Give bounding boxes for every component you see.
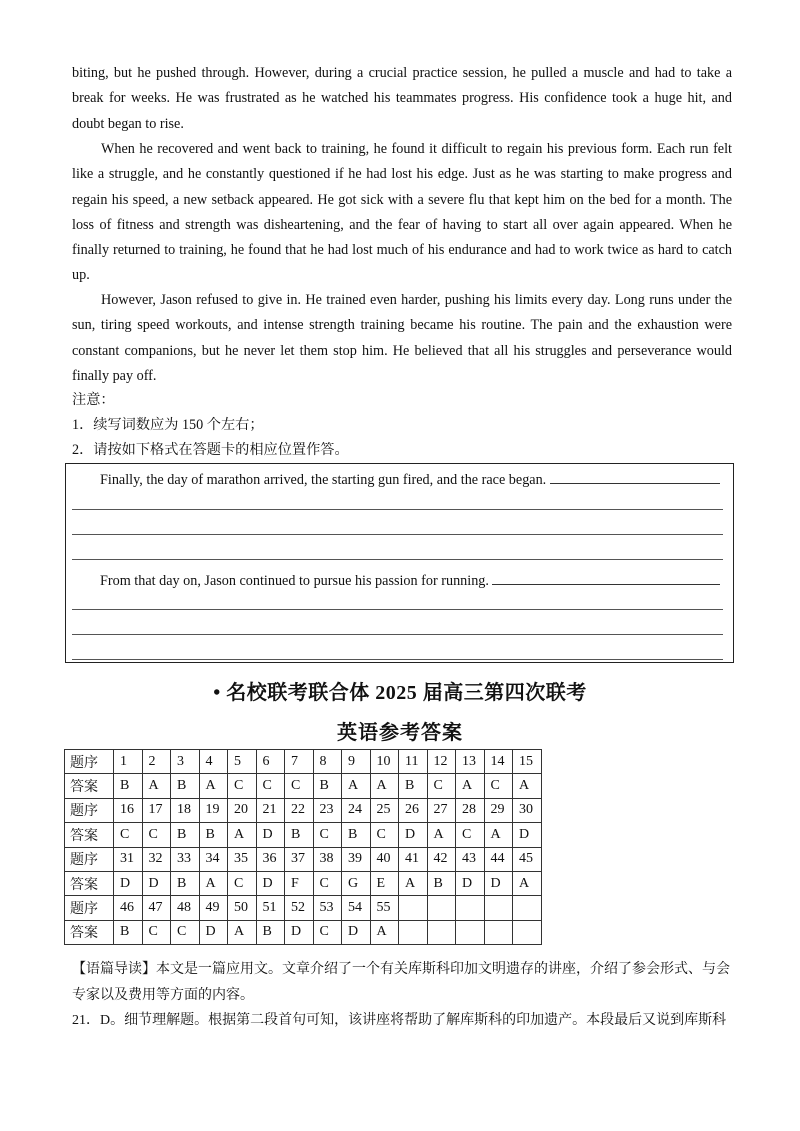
question-number-cell: 54 bbox=[342, 896, 371, 920]
answer-cell bbox=[456, 920, 485, 944]
answer-cell: A bbox=[370, 920, 399, 944]
exam-title: • 名校联考联合体 2025 届高三第四次联考 bbox=[213, 682, 587, 704]
answer-cell: C bbox=[142, 823, 171, 847]
answer-cell: A bbox=[199, 774, 228, 798]
number-row bbox=[65, 896, 542, 920]
answer-cell: B bbox=[114, 774, 143, 798]
question-number-cell: 25 bbox=[370, 798, 399, 822]
question-number-cell: 1 bbox=[114, 750, 143, 774]
answer-cell: C bbox=[256, 774, 285, 798]
question-number-cell: 4 bbox=[199, 750, 228, 774]
writing-line[interactable] bbox=[72, 509, 723, 510]
question-number-cell: 42 bbox=[427, 847, 456, 871]
question-number-cell: 39 bbox=[342, 847, 371, 871]
answer-cell: A bbox=[142, 774, 171, 798]
question-number-cell bbox=[484, 896, 513, 920]
question-number-cell: 12 bbox=[427, 750, 456, 774]
answer-writing-box bbox=[65, 463, 734, 663]
question-number-cell: 28 bbox=[456, 798, 485, 822]
question-number-cell bbox=[399, 896, 428, 920]
question-number-cell: 14 bbox=[484, 750, 513, 774]
writing-line[interactable] bbox=[72, 634, 723, 635]
question-number-cell bbox=[513, 896, 542, 920]
question-number-cell: 21 bbox=[256, 798, 285, 822]
answer-cell: C bbox=[313, 823, 342, 847]
answer-cell: C bbox=[370, 823, 399, 847]
row-label: 题序 bbox=[65, 750, 114, 774]
answer-cell: G bbox=[342, 871, 371, 895]
question-number-cell: 49 bbox=[199, 896, 228, 920]
question-number-cell: 44 bbox=[484, 847, 513, 871]
question-number-cell: 26 bbox=[399, 798, 428, 822]
writing-line[interactable] bbox=[492, 570, 720, 585]
answer-cell: A bbox=[399, 871, 428, 895]
question-number-cell: 32 bbox=[142, 847, 171, 871]
answer-cell: C bbox=[114, 823, 143, 847]
number-row bbox=[65, 750, 542, 774]
writing-line[interactable] bbox=[72, 534, 723, 535]
question-number-cell: 8 bbox=[313, 750, 342, 774]
question-number-cell: 40 bbox=[370, 847, 399, 871]
writing-line[interactable] bbox=[72, 609, 723, 610]
question-number-cell: 41 bbox=[399, 847, 428, 871]
question-number-cell: 36 bbox=[256, 847, 285, 871]
answer-cell: B bbox=[114, 920, 143, 944]
question-number-cell: 15 bbox=[513, 750, 542, 774]
answer-row bbox=[65, 774, 542, 798]
story-paragraph: biting, but he pushed through. However, during a crucial practice session, he pulled a muscle and had to take a break for weeks. He was frustrated as he watched his teammates progress. His confidence took a huge hit, and doubt began to rise. bbox=[72, 65, 732, 132]
writing-line[interactable] bbox=[72, 659, 723, 660]
question-number-cell: 37 bbox=[285, 847, 314, 871]
answer-cell bbox=[513, 920, 542, 944]
answer-cell: A bbox=[484, 823, 513, 847]
answer-row bbox=[65, 920, 542, 944]
question-number-cell: 10 bbox=[370, 750, 399, 774]
question-number-cell: 17 bbox=[142, 798, 171, 822]
answer-cell: B bbox=[256, 920, 285, 944]
question-number-cell: 53 bbox=[313, 896, 342, 920]
answer-cell: B bbox=[171, 823, 200, 847]
answer-cell: C bbox=[228, 774, 257, 798]
question-number-cell: 34 bbox=[199, 847, 228, 871]
row-label: 题序 bbox=[65, 847, 114, 871]
answer-cell: B bbox=[399, 774, 428, 798]
question-number-cell: 3 bbox=[171, 750, 200, 774]
answer-cell: A bbox=[427, 823, 456, 847]
row-label: 答案 bbox=[65, 823, 114, 847]
row-label: 答案 bbox=[65, 871, 114, 895]
note-item: 2．请按如下格式在答题卡的相应位置作答。 bbox=[72, 442, 349, 458]
answer-cell: D bbox=[256, 823, 285, 847]
answer-cell: A bbox=[370, 774, 399, 798]
answer-cell: B bbox=[171, 871, 200, 895]
question-number-cell: 13 bbox=[456, 750, 485, 774]
answer-cell: A bbox=[513, 871, 542, 895]
question-number-cell: 45 bbox=[513, 847, 542, 871]
answer-cell: C bbox=[228, 871, 257, 895]
question-number-cell: 38 bbox=[313, 847, 342, 871]
answer-cell: D bbox=[285, 920, 314, 944]
answer-cell: D bbox=[513, 823, 542, 847]
answer-cell: E bbox=[370, 871, 399, 895]
question-number-cell bbox=[427, 896, 456, 920]
question-number-cell: 52 bbox=[285, 896, 314, 920]
number-row bbox=[65, 847, 542, 871]
answer-key-title: 英语参考答案 bbox=[337, 722, 463, 744]
answer-cell: D bbox=[114, 871, 143, 895]
question-number-cell: 5 bbox=[228, 750, 257, 774]
question-number-cell: 16 bbox=[114, 798, 143, 822]
answer-cell: C bbox=[285, 774, 314, 798]
question-number-cell: 20 bbox=[228, 798, 257, 822]
answer-cell: A bbox=[199, 871, 228, 895]
answer-cell: B bbox=[427, 871, 456, 895]
note-item: 1．续写词数应为 150 个左右； bbox=[72, 417, 264, 433]
passage-intro: 【语篇导读】本文是一篇应用文。文章介绍了一个有关库斯科印加文明遗存的讲座，介绍了参会形式、与会专家以及费用等方面的内容。 bbox=[72, 962, 730, 1003]
story-paragraph: When he recovered and went back to training, he found it difficult to regain his previous form. Each run felt like a struggle, and he constantly questioned if he had lost his edge. Just as he was starting to make progress and regain his speed, a new setback appeared. He got sick with a severe flu that kept him on the bed for a month. The loss of fitness and strength was disheartening, and the fear of having to start all over again appeared. When he finally returned to training, he found that he had lost much of his endurance and had to work twice as hard to catch up. bbox=[72, 141, 732, 284]
question-number-cell: 43 bbox=[456, 847, 485, 871]
answer-cell: C bbox=[313, 920, 342, 944]
answer-cell: A bbox=[513, 774, 542, 798]
question-number-cell: 6 bbox=[256, 750, 285, 774]
answer-cell bbox=[399, 920, 428, 944]
answer-cell: C bbox=[484, 774, 513, 798]
answer-cell: B bbox=[199, 823, 228, 847]
writing-line[interactable] bbox=[550, 469, 720, 484]
answer-cell: D bbox=[199, 920, 228, 944]
question-number-cell: 19 bbox=[199, 798, 228, 822]
answer-cell: A bbox=[342, 774, 371, 798]
question-number-cell: 24 bbox=[342, 798, 371, 822]
answer-cell: D bbox=[399, 823, 428, 847]
answer-cell: B bbox=[171, 774, 200, 798]
question-number-cell: 55 bbox=[370, 896, 399, 920]
answer-cell: C bbox=[313, 871, 342, 895]
continuation-prompt-2 bbox=[100, 570, 720, 590]
answer-cell: D bbox=[484, 871, 513, 895]
question-number-cell: 7 bbox=[285, 750, 314, 774]
question-number-cell: 48 bbox=[171, 896, 200, 920]
question-number-cell: 50 bbox=[228, 896, 257, 920]
answer-cell: D bbox=[256, 871, 285, 895]
answer-cell bbox=[427, 920, 456, 944]
question-number-cell: 29 bbox=[484, 798, 513, 822]
answer-cell: B bbox=[342, 823, 371, 847]
number-row bbox=[65, 798, 542, 822]
question-number-cell: 27 bbox=[427, 798, 456, 822]
answer-cell: C bbox=[456, 823, 485, 847]
question-number-cell: 11 bbox=[399, 750, 428, 774]
answer-table bbox=[64, 749, 542, 945]
answer-cell: A bbox=[228, 823, 257, 847]
writing-line[interactable] bbox=[72, 559, 723, 560]
question-number-cell: 23 bbox=[313, 798, 342, 822]
question-number-cell: 22 bbox=[285, 798, 314, 822]
question-number-cell: 31 bbox=[114, 847, 143, 871]
question-number-cell: 35 bbox=[228, 847, 257, 871]
question-number-cell: 46 bbox=[114, 896, 143, 920]
row-label: 题序 bbox=[65, 798, 114, 822]
story-paragraph: However, Jason refused to give in. He trained even harder, pushing his limits every day. Long runs under the sun, tiring speed workouts, and intense strength training became his routine. The pain and the exhaustion were constant companions, but he never let them stop him. He believed that all his struggles and perseverance would finally pay off. bbox=[72, 292, 732, 384]
prompt-1-text: Finally, the day of marathon arrived, the starting gun fired, and the race began. bbox=[100, 472, 547, 488]
answer-cell: C bbox=[171, 920, 200, 944]
question-number-cell: 9 bbox=[342, 750, 371, 774]
answer-row bbox=[65, 823, 542, 847]
question-number-cell: 33 bbox=[171, 847, 200, 871]
answer-cell: B bbox=[285, 823, 314, 847]
row-label: 题序 bbox=[65, 896, 114, 920]
row-label: 答案 bbox=[65, 774, 114, 798]
answer-cell: A bbox=[228, 920, 257, 944]
question-21-explanation: 21．D。细节理解题。根据第二段首句可知，该讲座将帮助了解库斯科的印加遗产。本段最后又说到库斯科 bbox=[72, 1013, 727, 1028]
answer-cell: F bbox=[285, 871, 314, 895]
question-number-cell: 47 bbox=[142, 896, 171, 920]
question-number-cell: 51 bbox=[256, 896, 285, 920]
answer-row bbox=[65, 871, 542, 895]
answer-cell: B bbox=[313, 774, 342, 798]
continuation-prompt-1 bbox=[100, 469, 720, 489]
answer-cell: C bbox=[427, 774, 456, 798]
notes-heading: 注意： bbox=[72, 392, 115, 408]
answer-cell bbox=[484, 920, 513, 944]
answer-cell: A bbox=[456, 774, 485, 798]
answer-cell: D bbox=[142, 871, 171, 895]
question-number-cell: 2 bbox=[142, 750, 171, 774]
question-number-cell: 18 bbox=[171, 798, 200, 822]
answer-cell: D bbox=[456, 871, 485, 895]
question-number-cell: 30 bbox=[513, 798, 542, 822]
answer-cell: D bbox=[342, 920, 371, 944]
question-number-cell bbox=[456, 896, 485, 920]
row-label: 答案 bbox=[65, 920, 114, 944]
answer-cell: C bbox=[142, 920, 171, 944]
prompt-2-text: From that day on, Jason continued to pursue his passion for running. bbox=[100, 573, 489, 589]
